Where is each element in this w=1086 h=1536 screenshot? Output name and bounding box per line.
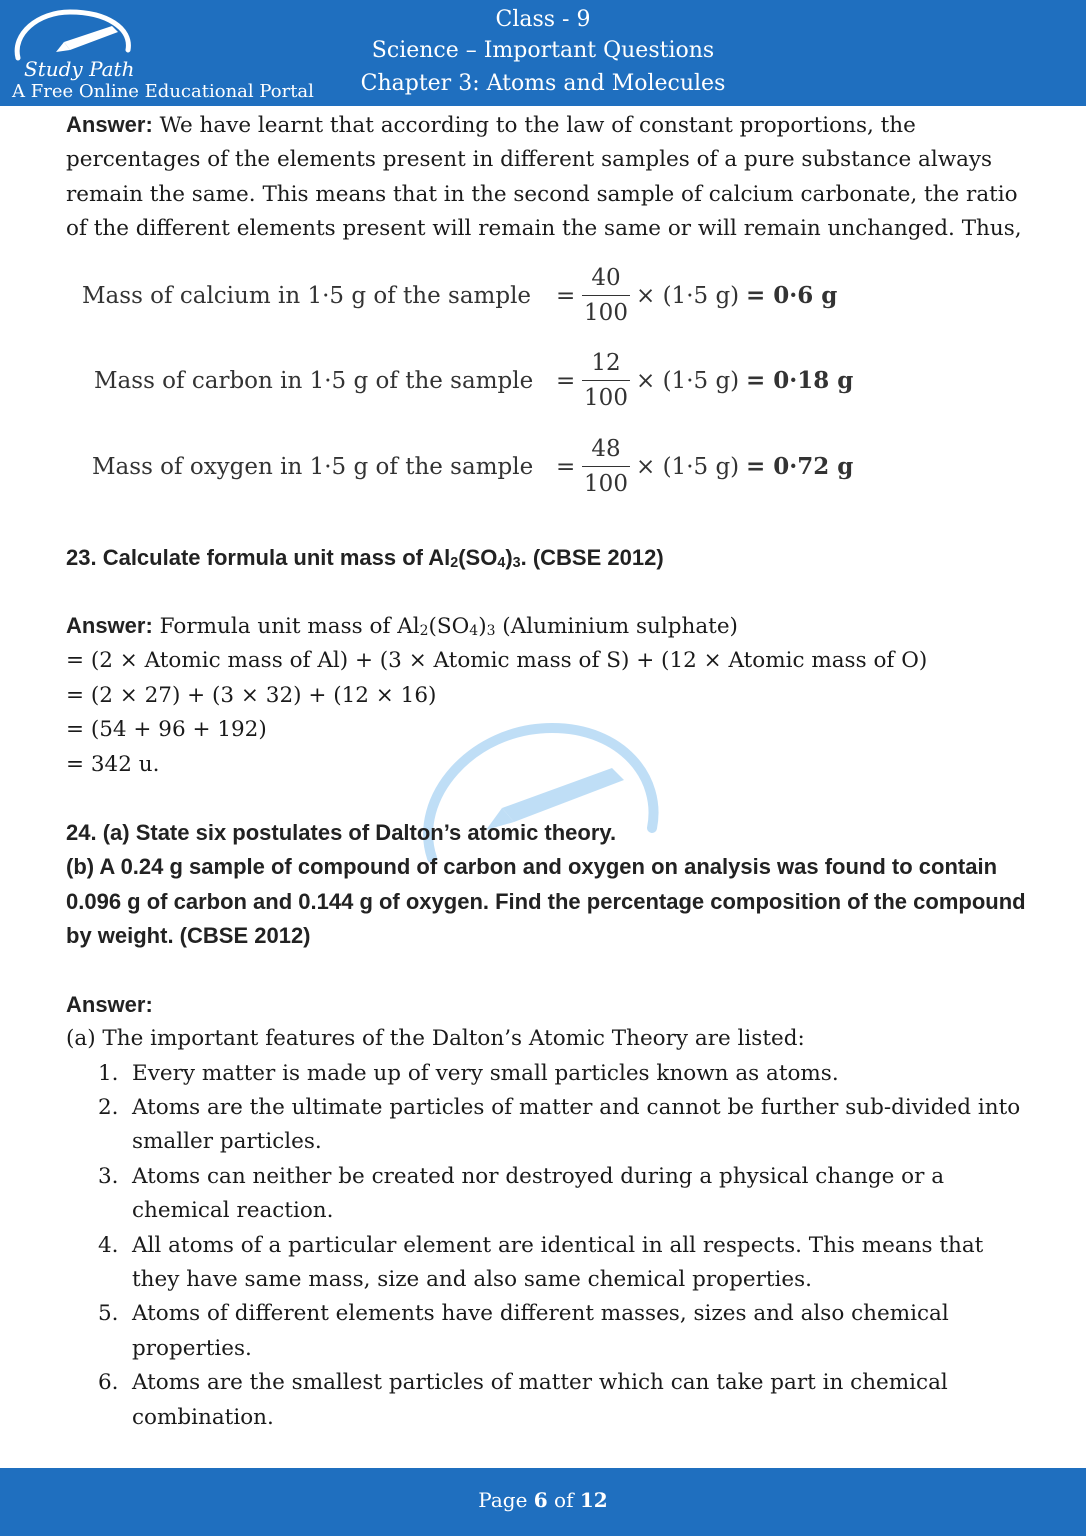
fraction [582, 432, 630, 501]
equation-carbon [66, 346, 966, 418]
equals-sign: = [556, 282, 576, 309]
multiplier: × (1·5 g) [636, 282, 740, 309]
denominator: 100 [584, 384, 628, 411]
logo-text: Study Path [24, 57, 135, 81]
answer-23: Answer: Formula unit mass of $Al_2(SO_4)_3$ (Aluminium sulphate) [66, 613, 738, 640]
multiplier: × (1·5 g) [636, 367, 740, 394]
answer-22-text: We have learnt that according to the law of constant proportions, the percentages of the elements present in different samples of a pure substance always remain the same. This means that in the second sample of calcium carbonate, the ratio of the different elements present will remain the same or will remain unchanged. Thus, [66, 113, 1022, 242]
list-item: 4. All atoms of a particular element are identical in all respects. This means that they have same mass, size and also same chemical properties. [98, 1232, 984, 1292]
equation-oxygen [66, 432, 966, 504]
equation-label: Mass of calcium in 1·5 g of the sample [82, 282, 532, 309]
tagline: A Free Online Educational Portal [12, 81, 314, 102]
list-item: 2. Atoms are the ultimate particles of matter and cannot be further sub-divided into smaller particles. [98, 1094, 1021, 1155]
calc-line: = 342 u. [66, 751, 160, 777]
answer-label: Answer: [66, 112, 153, 137]
calc-line: = (54 + 96 + 192) [66, 717, 267, 743]
fraction [582, 346, 630, 415]
equals-sign: = [556, 367, 576, 394]
header-class: Class - 9 [495, 7, 591, 32]
fraction [582, 261, 630, 330]
page-header [0, 0, 1086, 106]
list-item: 5. Atoms of different elements have different masses, sizes and also chemical properties. [98, 1301, 949, 1361]
list-item: 3. Atoms can neither be created nor destroyed during a physical change or a chemical reaction. [98, 1163, 945, 1224]
calc-line: = (2 × 27) + (3 × 32) + (12 × 16) [66, 682, 437, 708]
numerator: 40 [582, 261, 630, 296]
page-prefix: Page [478, 1488, 534, 1512]
page-current: 6 [533, 1488, 548, 1512]
equation-calcium [66, 261, 966, 333]
answer-label: Answer: [66, 991, 153, 1017]
equals-sign: = [556, 453, 576, 480]
list-item: 6. Atoms are the smallest particles of matter which can take part in chemical combination. [98, 1370, 948, 1430]
page-total: 12 [579, 1488, 608, 1512]
denominator: 100 [584, 470, 628, 497]
answer-24-intro: (a) The important features of the Dalton’s Atomic Theory are listed: [66, 1026, 805, 1052]
denominator: 100 [584, 299, 628, 326]
equation-label: Mass of carbon in 1·5 g of the sample [94, 367, 534, 394]
equation-label: Mass of oxygen in 1·5 g of the sample [92, 453, 534, 480]
result: = 0·72 g [746, 452, 854, 480]
page-of: of [547, 1488, 580, 1512]
answer-22 [66, 108, 1026, 247]
result: = 0·6 g [746, 281, 838, 309]
question-23: 23. Calculate formula unit mass of $Al_2(SO_4)_3$. (CBSE 2012) [66, 544, 664, 571]
numerator: 48 [582, 432, 630, 467]
page-content [66, 108, 1026, 1435]
question-24a: 24. (a) State six postulates of Dalton’s atomic theory. [66, 820, 617, 846]
numerator: 12 [582, 346, 630, 381]
equation-block [66, 251, 1026, 505]
multiplier: × (1·5 g) [636, 453, 740, 480]
calc-line: = (2 × Atomic mass of Al) + (3 × Atomic mass of S) + (12 × Atomic mass of O) [66, 648, 928, 674]
list-item: 1. Every matter is made up of very small particles known as atoms. [98, 1060, 839, 1086]
header-chapter: Chapter 3: Atoms and Molecules [360, 71, 726, 96]
postulates-list [66, 1057, 1026, 1435]
question-24b: (b) A 0.24 g sample of compound of carbon and oxygen on analysis was found to contain 0.096 g of carbon and 0.144 g of oxygen. Find the percentage composition of the compound by weight. (CBSE 2012) [66, 854, 1026, 949]
page-footer [0, 1468, 1086, 1536]
result: = 0·18 g [746, 366, 854, 394]
answer-label: Answer: [66, 613, 153, 639]
header-subject: Science – Important Questions [371, 38, 715, 63]
